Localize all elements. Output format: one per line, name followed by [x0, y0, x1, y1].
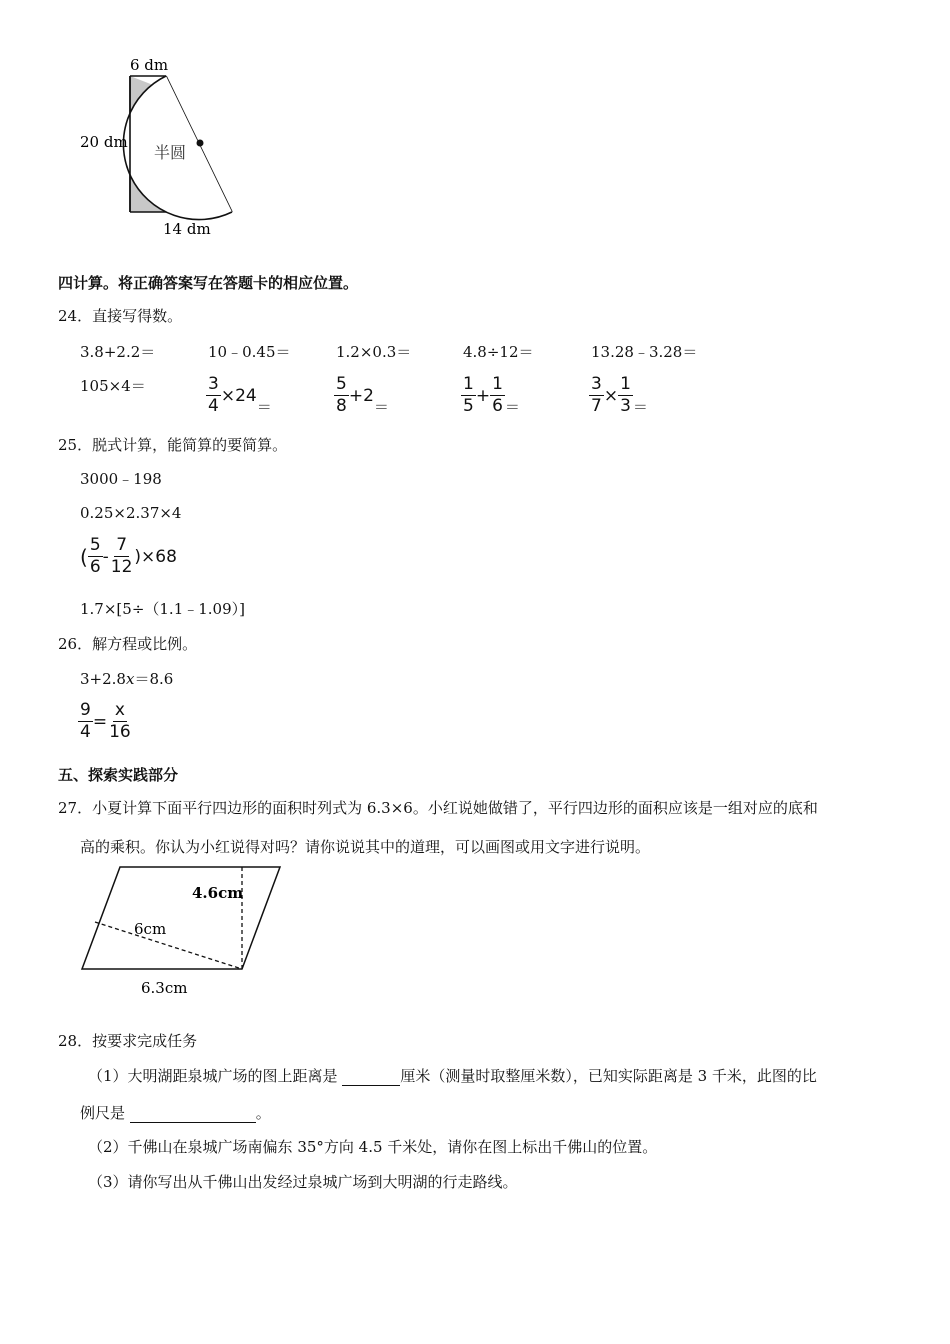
q27-line: 高的乘积。你认为小红说得对吗？请你说说其中的道理，可以画图或用文字进行说明。	[80, 838, 651, 856]
parallelogram-base-label: 6.3cm	[141, 979, 188, 997]
q28-part1-cont: 例尺是 。	[80, 1104, 271, 1122]
fig1-top-label: 6 dm	[130, 56, 169, 74]
q24-item: 1.2×0.3＝	[336, 343, 412, 361]
q28-title: 28．按要求完成任务	[58, 1032, 198, 1050]
q24-item: 105×4＝	[80, 377, 146, 395]
q25-line: 0.25×2.37×4	[80, 504, 182, 522]
q28-part2: （2）千佛山在泉城广场南偏东 35°方向 4.5 千米处，请你在图上标出千佛山的位置。	[88, 1138, 658, 1156]
fig1-inner-label: 半圆	[154, 143, 187, 162]
q25-line: 3000﹣198	[80, 470, 162, 488]
fig1-left-label: 20 dm	[80, 133, 128, 151]
q26-proportion: $\frac{9}{4}$ = $\frac{x}{16}$	[80, 700, 131, 742]
section5-title: 五、探索实践部分	[58, 766, 179, 784]
q24-title: 24．直接写得数。	[58, 307, 183, 325]
q26-title: 26．解方程或比例。	[58, 635, 198, 653]
q24-item: 10﹣0.45＝	[208, 343, 291, 361]
parallelogram-slant-label: 6cm	[134, 920, 167, 938]
q25-title: 25．脱式计算，能简算的要简算。	[58, 436, 288, 454]
semicircle-figure	[70, 50, 270, 250]
q24-fraction-item: $\frac{3}{7}$ × $\frac{1}{3}$ ＝	[591, 374, 648, 416]
q24-fraction-item: 1 5 + $\frac{1}{6}$ ＝	[463, 374, 520, 416]
answer-blank[interactable]	[342, 1069, 400, 1086]
q25-fraction-line: ( 5 6 - 7 12 )×68	[80, 535, 177, 577]
parallelogram-figure	[70, 860, 300, 1005]
section4-title: 四计算。将正确答案写在答题卡的相应位置。	[58, 274, 359, 292]
parallelogram-height-label: 4.6cm	[192, 884, 244, 902]
q28-part3: （3）请你写出从千佛山出发经过泉城广场到大明湖的行走路线。	[88, 1173, 518, 1191]
q26-equation: 3+2.8x＝8.6	[80, 670, 174, 688]
q28-part1: （1）大明湖距泉城广场的图上距离是 厘米（测量时取整厘米数），已知实际距离是 3 千米，此图的比	[88, 1067, 817, 1085]
fig1-bottom-label: 14 dm	[163, 220, 211, 238]
q24-fraction-item: $\frac{3}{4}$ ×24 ＝	[208, 374, 272, 416]
q24-fraction-item: 5 8 +2 ＝	[336, 374, 389, 416]
answer-blank[interactable]	[130, 1106, 256, 1123]
q27-line: 27．小夏计算下面平行四边形的面积时列式为 6.3×6。小红说她做错了，平行四边形的面积应该是一组对应的底和	[58, 799, 818, 817]
q24-item: 3.8+2.2＝	[80, 343, 156, 361]
q24-item: 13.28﹣3.28＝	[591, 343, 698, 361]
q25-line: 1.7×[5÷（1.1﹣1.09）]	[80, 600, 245, 618]
q24-item: 4.8÷12＝	[463, 343, 534, 361]
